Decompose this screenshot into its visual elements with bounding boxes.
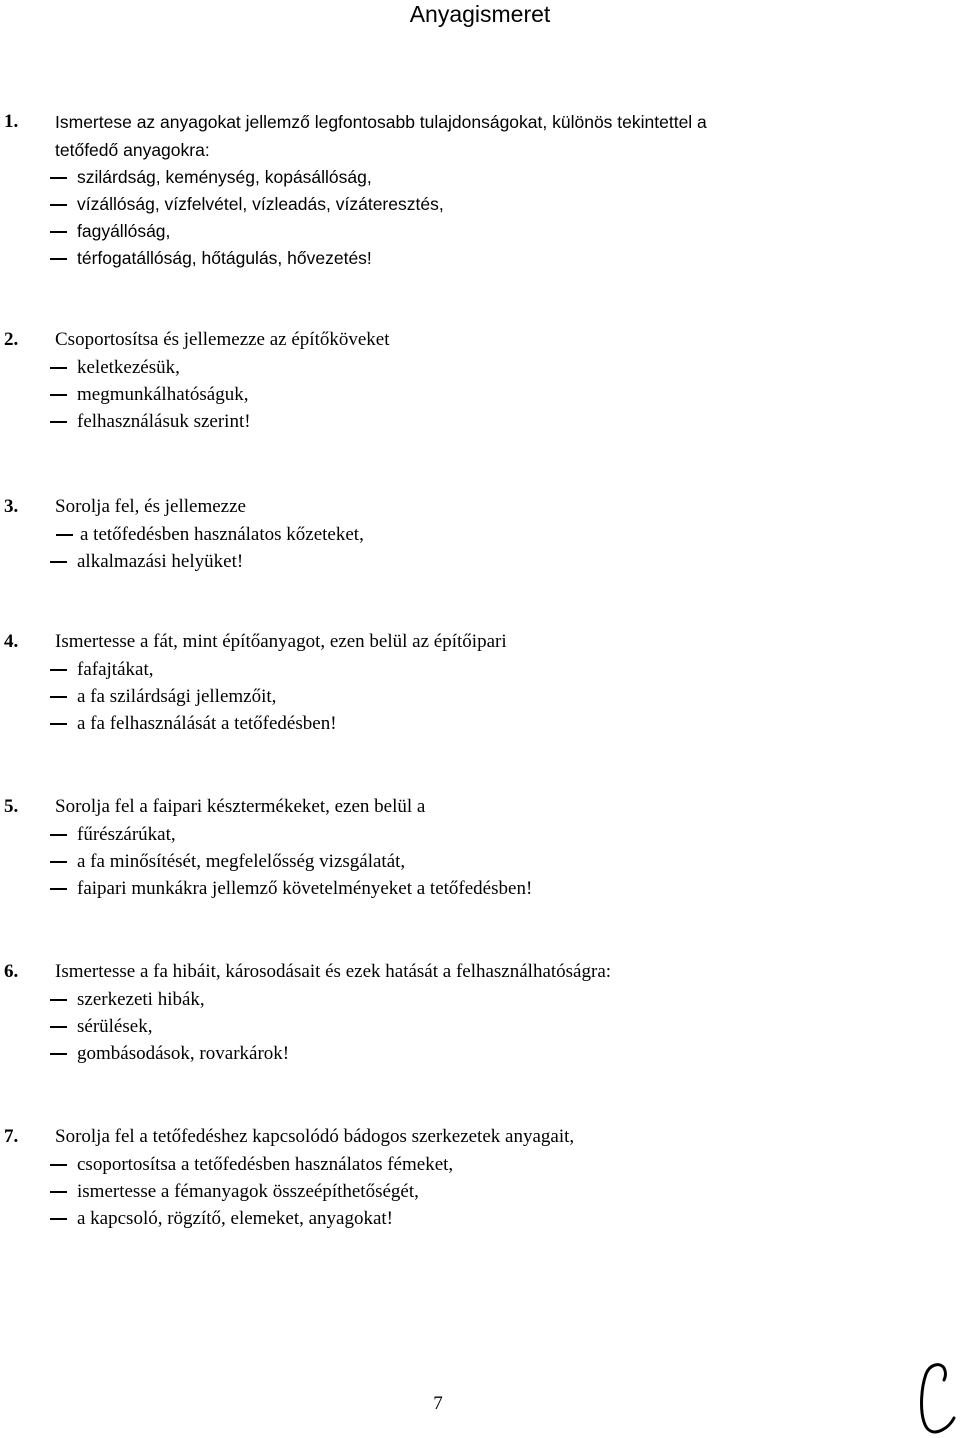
list-item-text: a tetőfedésben használatos kőzeteket, (80, 524, 364, 545)
list-item (0, 986, 960, 1013)
question-number: 5. (4, 796, 19, 817)
dash-bullet-icon (50, 696, 67, 698)
list-item-text: sérülések, (77, 1016, 153, 1037)
question-text: Ismertese az anyagokat jellemző legfontosabb tulajdonságokat, különös tekintettel a (55, 112, 707, 132)
dash-bullet-icon (50, 231, 67, 233)
question-4 (0, 628, 960, 737)
list-item-text: a kapcsoló, rögzítő, elemeket, anyagokat! (77, 1208, 394, 1229)
question-number: 6. (4, 961, 19, 982)
question-text: Ismertesse a fa hibáit, károsodásait és ezek hatását a felhasználhatóságra: (55, 961, 612, 982)
list-item-text: fafajtákat, (77, 659, 154, 680)
list-item-text: megmunkálhatóságuk, (77, 384, 249, 405)
list-item-text: a fa szilárdsági jellemzőit, (77, 686, 277, 707)
list-item (0, 1178, 960, 1205)
question-text-continuation: tetőfedő anyagokra: (55, 140, 210, 160)
list-item (0, 1040, 960, 1067)
list-item-text: ismertesse a fémanyagok összeépíthetőségét, (77, 1181, 419, 1202)
list-item-text: keletkezésük, (77, 357, 180, 378)
dash-bullet-icon (50, 394, 67, 396)
question-3 (0, 493, 960, 575)
dash-bullet-icon (50, 1053, 67, 1055)
list-item (0, 381, 960, 408)
dash-bullet-icon (50, 258, 67, 260)
list-item (0, 1013, 960, 1040)
question-2 (0, 326, 960, 435)
question-number: 7. (4, 1126, 19, 1147)
list-item-text: alkalmazási helyüket! (77, 551, 244, 572)
list-item-text: vízállóság, vízfelvétel, vízleadás, vízáteresztés, (77, 194, 444, 214)
dash-bullet-icon (50, 1191, 67, 1193)
list-item-text: csoportosítsa a tetőfedésben használatos fémeket, (77, 1154, 454, 1175)
dash-bullet-icon (50, 1218, 67, 1220)
dash-bullet-icon (50, 1164, 67, 1166)
question-1 (0, 108, 960, 272)
list-item (0, 710, 960, 737)
dash-bullet-icon (50, 367, 67, 369)
dash-bullet-icon (56, 534, 73, 536)
dash-bullet-icon (50, 888, 67, 890)
list-item (0, 164, 960, 191)
list-item (0, 245, 960, 272)
list-item-text: fagyállóság, (77, 221, 171, 241)
list-item (0, 548, 960, 575)
list-item (0, 656, 960, 683)
dash-bullet-icon (50, 177, 67, 179)
list-item-text: szilárdság, keménység, kopásállóság, (77, 167, 372, 187)
question-number: 2. (4, 329, 19, 350)
list-item-text: a fa felhasználását a tetőfedésben! (77, 713, 337, 734)
question-text: Sorolja fel a faipari késztermékeket, ezen belül a (55, 796, 426, 817)
dash-bullet-icon (50, 561, 67, 563)
question-number: 3. (4, 496, 19, 517)
question-7 (0, 1123, 960, 1232)
list-item (0, 1205, 960, 1232)
list-item-text: térfogatállóság, hőtágulás, hővezetés! (77, 248, 372, 268)
question-text: Sorolja fel, és jellemezze (55, 496, 246, 517)
question-text: Sorolja fel a tetőfedéshez kapcsolódó bádogos szerkezetek anyagait, (55, 1126, 575, 1147)
dash-bullet-icon (50, 723, 67, 725)
question-text: Csoportosítsa és jellemezze az építőköveket (55, 329, 390, 350)
list-item (0, 521, 960, 548)
list-item-text: a fa minősítését, megfelelősség vizsgálatát, (77, 851, 406, 872)
list-item-text: faipari munkákra jellemző követelményeket a tetőfedésben! (77, 878, 533, 899)
dash-bullet-icon (50, 861, 67, 863)
question-number: 1. (4, 111, 19, 132)
list-item (0, 408, 960, 435)
dash-bullet-icon (50, 834, 67, 836)
page-title: Anyagismeret (409, 1, 551, 27)
dash-bullet-icon (50, 421, 67, 423)
list-item (0, 875, 960, 902)
question-6 (0, 958, 960, 1067)
question-text: Ismertesse a fát, mint építőanyagot, ezen belül az építőipari (55, 631, 507, 652)
page-number: 7 (433, 1393, 443, 1414)
list-item-text: felhasználásuk szerint! (77, 411, 251, 432)
dash-bullet-icon (50, 999, 67, 1001)
question-number: 4. (4, 631, 19, 652)
signature-initial-icon (916, 1360, 960, 1438)
list-item-text: szerkezeti hibák, (77, 989, 205, 1010)
list-item (0, 218, 960, 245)
question-5 (0, 793, 960, 902)
list-item-text: gombásodások, rovarkárok! (77, 1043, 290, 1064)
dash-bullet-icon (50, 669, 67, 671)
list-item (0, 848, 960, 875)
dash-bullet-icon (50, 204, 67, 206)
list-item (0, 354, 960, 381)
list-item (0, 191, 960, 218)
list-item (0, 683, 960, 710)
dash-bullet-icon (50, 1026, 67, 1028)
list-item (0, 1151, 960, 1178)
list-item (0, 821, 960, 848)
list-item-text: fűrészárúkat, (77, 824, 176, 845)
